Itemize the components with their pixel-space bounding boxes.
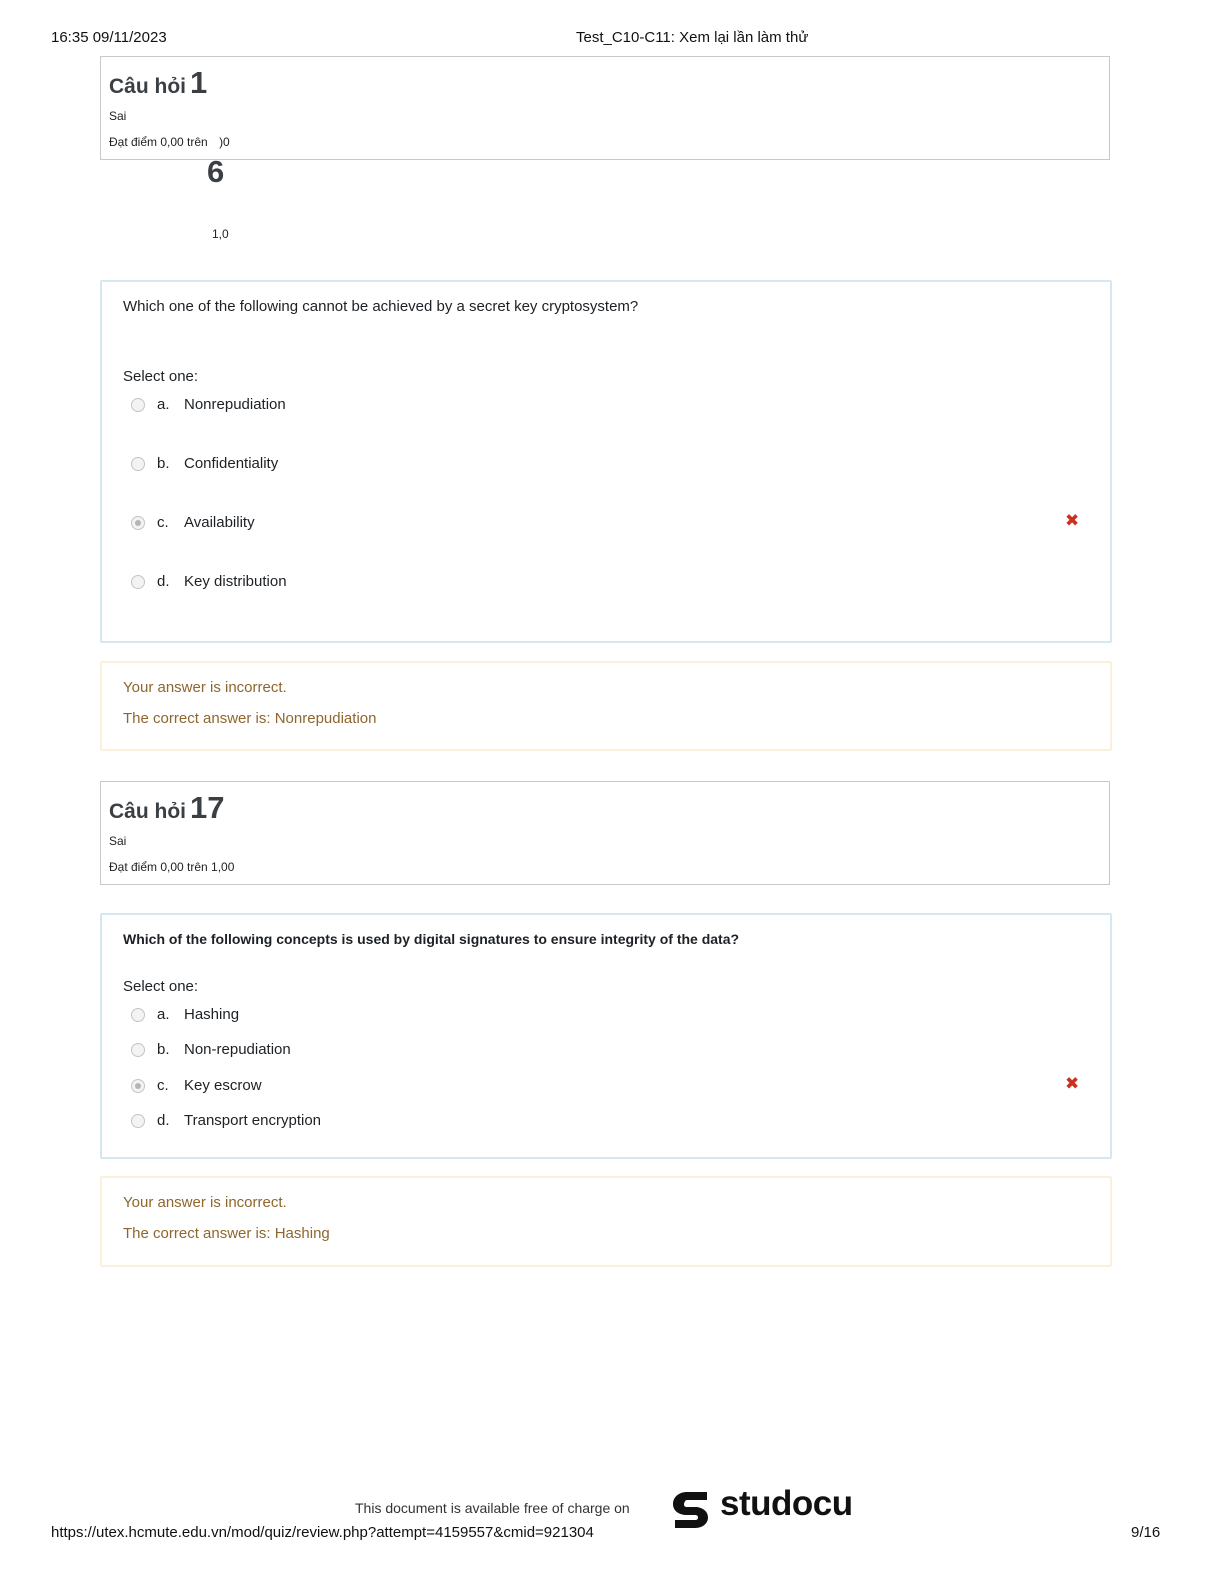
answer-option-b[interactable] (131, 1041, 1031, 1061)
answer-option-b[interactable] (131, 455, 1031, 475)
select-one-label: Select one: (123, 368, 199, 385)
question-heading (109, 790, 224, 826)
radio-button-selected[interactable] (131, 516, 145, 530)
select-one-label: Select one: (123, 978, 199, 995)
feedback-box (100, 661, 1112, 751)
option-label: Availability (184, 514, 255, 531)
answer-option-a[interactable] (131, 396, 1031, 416)
answer-option-c[interactable] (131, 1077, 1031, 1097)
question-score-overflow: 1,0 (212, 227, 229, 241)
feedback-correct-answer: The correct answer is: Nonrepudiation (123, 710, 377, 727)
question-label: Câu hỏi (109, 75, 186, 98)
option-label: Key distribution (184, 573, 287, 590)
answer-option-a[interactable] (131, 1006, 1031, 1026)
incorrect-icon: ✖ (1065, 511, 1080, 530)
option-label: Non-repudiation (184, 1041, 291, 1058)
studocu-logo-icon (667, 1484, 715, 1532)
question-number: 17 (190, 790, 225, 825)
question-status: Sai (109, 834, 127, 848)
question-info-box (100, 56, 1110, 160)
radio-button[interactable] (131, 398, 145, 412)
option-label: Confidentiality (184, 455, 279, 472)
question-text: Which of the following concepts is used by digital signatures to ensure integrity of the data? (123, 931, 740, 947)
radio-button[interactable] (131, 457, 145, 471)
option-label: Key escrow (184, 1077, 262, 1094)
question-number: 1 (190, 65, 208, 100)
question-status: Sai (109, 109, 127, 123)
question-number-overflow: 6 (207, 154, 225, 189)
question-score (109, 135, 230, 149)
question-score: Đạt điểm 0,00 trên 1,00 (109, 860, 235, 874)
option-label: Hashing (184, 1006, 240, 1023)
feedback-incorrect: Your answer is incorrect. (123, 1194, 287, 1211)
question-heading (109, 65, 207, 101)
question-score-text: Đạt điểm 0,00 trên (109, 135, 208, 149)
print-url: https://utex.hcmute.edu.vn/mod/quiz/review.php?attempt=4159557&cmid=921304 (51, 1524, 594, 1541)
print-doc-title: Test_C10-C11: Xem lại lần làm thử (576, 29, 809, 46)
answer-option-d[interactable] (131, 573, 1031, 593)
question-score-cut: )0 (219, 135, 230, 149)
radio-button[interactable] (131, 1114, 145, 1128)
radio-button[interactable] (131, 1008, 145, 1022)
question-info-box (100, 781, 1110, 885)
question-label: Câu hỏi (109, 800, 186, 823)
feedback-box (100, 1176, 1112, 1267)
print-datetime: 16:35 09/11/2023 (51, 29, 167, 46)
radio-button[interactable] (131, 575, 145, 589)
studocu-brand: studocu (720, 1484, 853, 1523)
feedback-incorrect: Your answer is incorrect. (123, 679, 287, 696)
answer-option-c[interactable] (131, 514, 1031, 534)
option-label: Nonrepudiation (184, 396, 286, 413)
answer-option-d[interactable] (131, 1112, 1031, 1132)
question-text: Which one of the following cannot be achieved by a secret key cryptosystem? (123, 298, 639, 315)
studocu-notice: This document is available free of charge on (355, 1500, 630, 1516)
option-letter: d. (157, 1112, 170, 1129)
feedback-correct-answer: The correct answer is: Hashing (123, 1225, 330, 1242)
question-content-box (100, 913, 1112, 1159)
option-letter: c. (157, 514, 169, 531)
option-letter: b. (157, 1041, 170, 1058)
option-letter: d. (157, 573, 170, 590)
option-letter: a. (157, 396, 170, 413)
option-letter: a. (157, 1006, 170, 1023)
question-content-box (100, 280, 1112, 643)
radio-button[interactable] (131, 1043, 145, 1057)
option-letter: b. (157, 455, 170, 472)
option-letter: c. (157, 1077, 169, 1094)
incorrect-icon: ✖ (1065, 1074, 1080, 1093)
radio-button-selected[interactable] (131, 1079, 145, 1093)
option-label: Transport encryption (184, 1112, 322, 1129)
print-page-number: 9/16 (1131, 1524, 1161, 1541)
